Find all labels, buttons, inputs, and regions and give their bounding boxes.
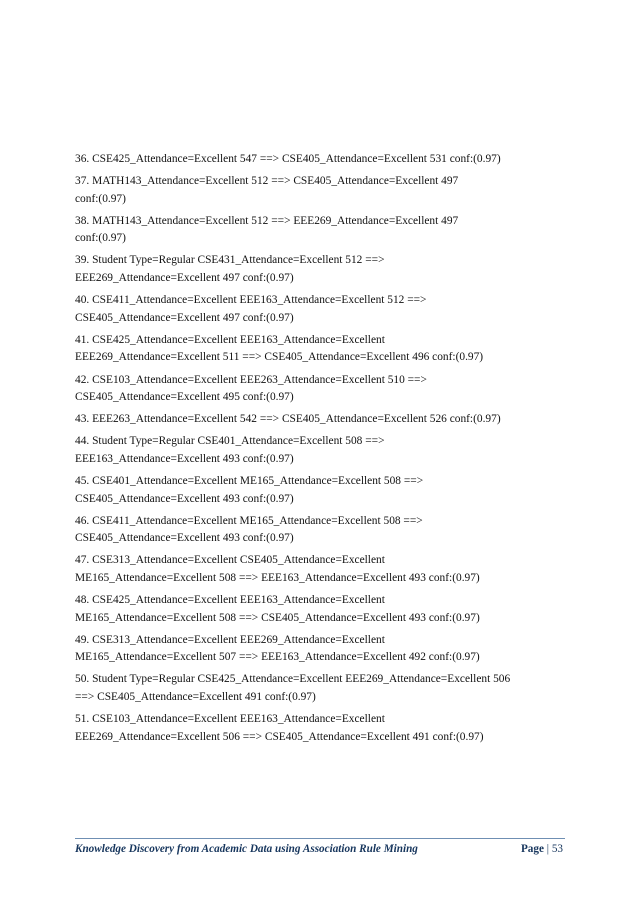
association-rule [75,671,575,706]
association-rule [75,252,575,287]
rule-line: 40. CSE411_Attendance=Excellent EEE163_Attendance=Excellent 512 ==> [75,294,427,307]
rule-line: 48. CSE425_Attendance=Excellent EEE163_Attendance=Excellent [75,594,385,607]
rule-line: 41. CSE425_Attendance=Excellent EEE163_Attendance=Excellent [75,333,385,346]
rule-line: CSE405_Attendance=Excellent 493 conf:(0.97) [75,492,294,505]
association-rule [75,151,575,169]
association-rule [75,711,575,746]
footer-page-indicator [521,843,563,855]
footer-page-number: 53 [551,843,563,855]
rule-line: 44. Student Type=Regular CSE401_Attendance=Excellent 508 ==> [75,435,385,448]
footer-document-title: Knowledge Discovery from Academic Data using Association Rule Mining [75,843,418,855]
page-footer [75,838,565,857]
rule-line: EEE269_Attendance=Excellent 511 ==> CSE405_Attendance=Excellent 496 conf:(0.97) [75,351,484,364]
association-rule [75,632,575,667]
rule-line: 50. Student Type=Regular CSE425_Attendance=Excellent EEE269_Attendance=Excellent 506 [75,673,511,686]
rule-line: 51. CSE103_Attendance=Excellent EEE163_Attendance=Excellent [75,713,385,726]
association-rule [75,173,575,208]
association-rule [75,473,575,508]
association-rule [75,213,575,248]
footer-separator: | [543,843,552,855]
association-rule [75,411,575,429]
rule-list [75,151,575,751]
association-rule [75,372,575,407]
rule-line: EEE269_Attendance=Excellent 506 ==> CSE405_Attendance=Excellent 491 conf:(0.97) [75,730,484,743]
rule-line: conf:(0.97) [75,192,126,205]
rule-line: 36. CSE425_Attendance=Excellent 547 ==> CSE405_Attendance=Excellent 531 conf:(0.97) [75,153,501,165]
rule-line: CSE405_Attendance=Excellent 493 conf:(0.97) [75,532,294,545]
rule-line: EEE163_Attendance=Excellent 493 conf:(0.97) [75,452,294,465]
association-rule [75,332,575,367]
association-rule [75,513,575,548]
rule-line: EEE269_Attendance=Excellent 497 conf:(0.97) [75,272,294,285]
rule-line: ME165_Attendance=Excellent 508 ==> CSE405_Attendance=Excellent 493 conf:(0.97) [75,611,480,624]
rule-line: CSE405_Attendance=Excellent 497 conf:(0.97) [75,311,294,324]
association-rule [75,552,575,587]
rule-line: ME165_Attendance=Excellent 507 ==> EEE163_Attendance=Excellent 492 conf:(0.97) [75,651,480,664]
rule-line: conf:(0.97) [75,232,126,245]
association-rule [75,292,575,327]
rule-line: 39. Student Type=Regular CSE431_Attendance=Excellent 512 ==> [75,254,385,267]
rule-line: 43. EEE263_Attendance=Excellent 542 ==> CSE405_Attendance=Excellent 526 conf:(0.97) [75,413,501,426]
rule-line: 47. CSE313_Attendance=Excellent CSE405_Attendance=Excellent [75,554,385,567]
footer-page-label: Page [520,843,544,855]
rule-line: ME165_Attendance=Excellent 508 ==> EEE163_Attendance=Excellent 493 conf:(0.97) [75,571,480,584]
rule-line: 45. CSE401_Attendance=Excellent ME165_Attendance=Excellent 508 ==> [75,475,424,487]
rule-line: 49. CSE313_Attendance=Excellent EEE269_Attendance=Excellent [75,633,385,646]
rule-line: 38. MATH143_Attendance=Excellent 512 ==> EEE269_Attendance=Excellent 497 [75,214,459,227]
association-rule [75,592,575,627]
association-rule [75,433,575,468]
rule-line: 46. CSE411_Attendance=Excellent ME165_Attendance=Excellent 508 ==> [75,514,423,527]
rule-line: 37. MATH143_Attendance=Excellent 512 ==> CSE405_Attendance=Excellent 497 [75,175,459,188]
rule-line: CSE405_Attendance=Excellent 495 conf:(0.97) [75,391,294,404]
rule-line: ==> CSE405_Attendance=Excellent 491 conf:(0.97) [75,691,316,704]
rule-line: 42. CSE103_Attendance=Excellent EEE263_Attendance=Excellent 510 ==> [75,373,427,386]
